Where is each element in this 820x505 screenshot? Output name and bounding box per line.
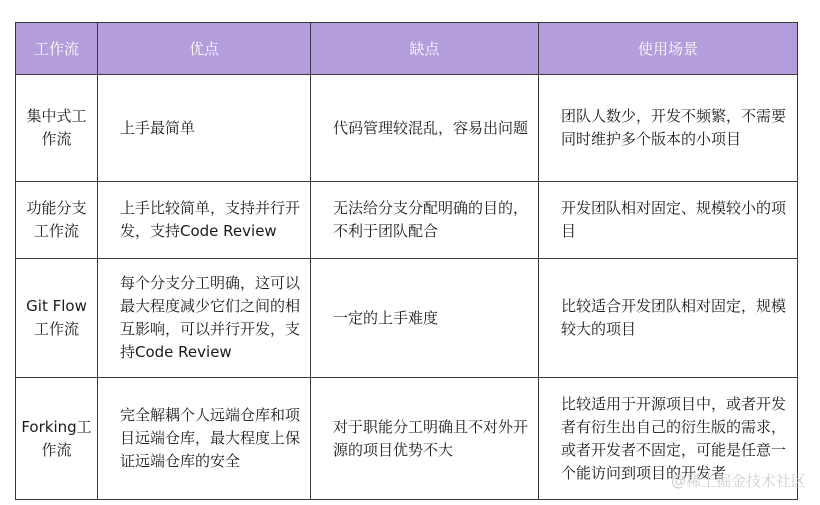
header-workflow: 工作流 [16, 23, 98, 75]
cons-cell: 无法给分支分配明确的目的，不利于团队配合 [311, 182, 539, 259]
cons-cell: 一定的上手难度 [311, 259, 539, 378]
workflow-name: Forking工作流 [16, 378, 98, 500]
table-header-row [16, 23, 798, 75]
pros-cell: 上手最简单 [98, 75, 311, 182]
header-pros: 优点 [98, 23, 311, 75]
workflow-name: 集中式工作流 [16, 75, 98, 182]
scenario-cell: 比较适用于开源项目中，或者开发者有衍生出自己的衍生版的需求，或者开发者不固定，可能是任意一个能访问到项目的开发者 [539, 378, 798, 500]
table-row [16, 75, 798, 182]
workflow-name: 功能分支工作流 [16, 182, 98, 259]
header-cons: 缺点 [311, 23, 539, 75]
pros-cell: 上手比较简单，支持并行开发，支持Code Review [98, 182, 311, 259]
pros-cell: 完全解耦个人远端仓库和项目远端仓库，最大程度上保证远端仓库的安全 [98, 378, 311, 500]
cons-cell: 代码管理较混乱，容易出问题 [311, 75, 539, 182]
scenario-cell: 开发团队相对固定、规模较小的项目 [539, 182, 798, 259]
workflow-name: Git Flow工作流 [16, 259, 98, 378]
pros-cell: 每个分支分工明确，这可以最大程度减少它们之间的相互影响，可以并行开发，支持Code Review [98, 259, 311, 378]
scenario-cell: 团队人数少，开发不频繁，不需要同时维护多个版本的小项目 [539, 75, 798, 182]
cons-cell: 对于职能分工明确且不对外开源的项目优势不大 [311, 378, 539, 500]
header-scenario: 使用场景 [539, 23, 798, 75]
table-row [16, 259, 798, 378]
watermark: @稀土掘金技术社区 [670, 472, 806, 490]
workflow-comparison-table [15, 22, 798, 500]
scenario-cell: 比较适合开发团队相对固定，规模较大的项目 [539, 259, 798, 378]
table-row [16, 182, 798, 259]
